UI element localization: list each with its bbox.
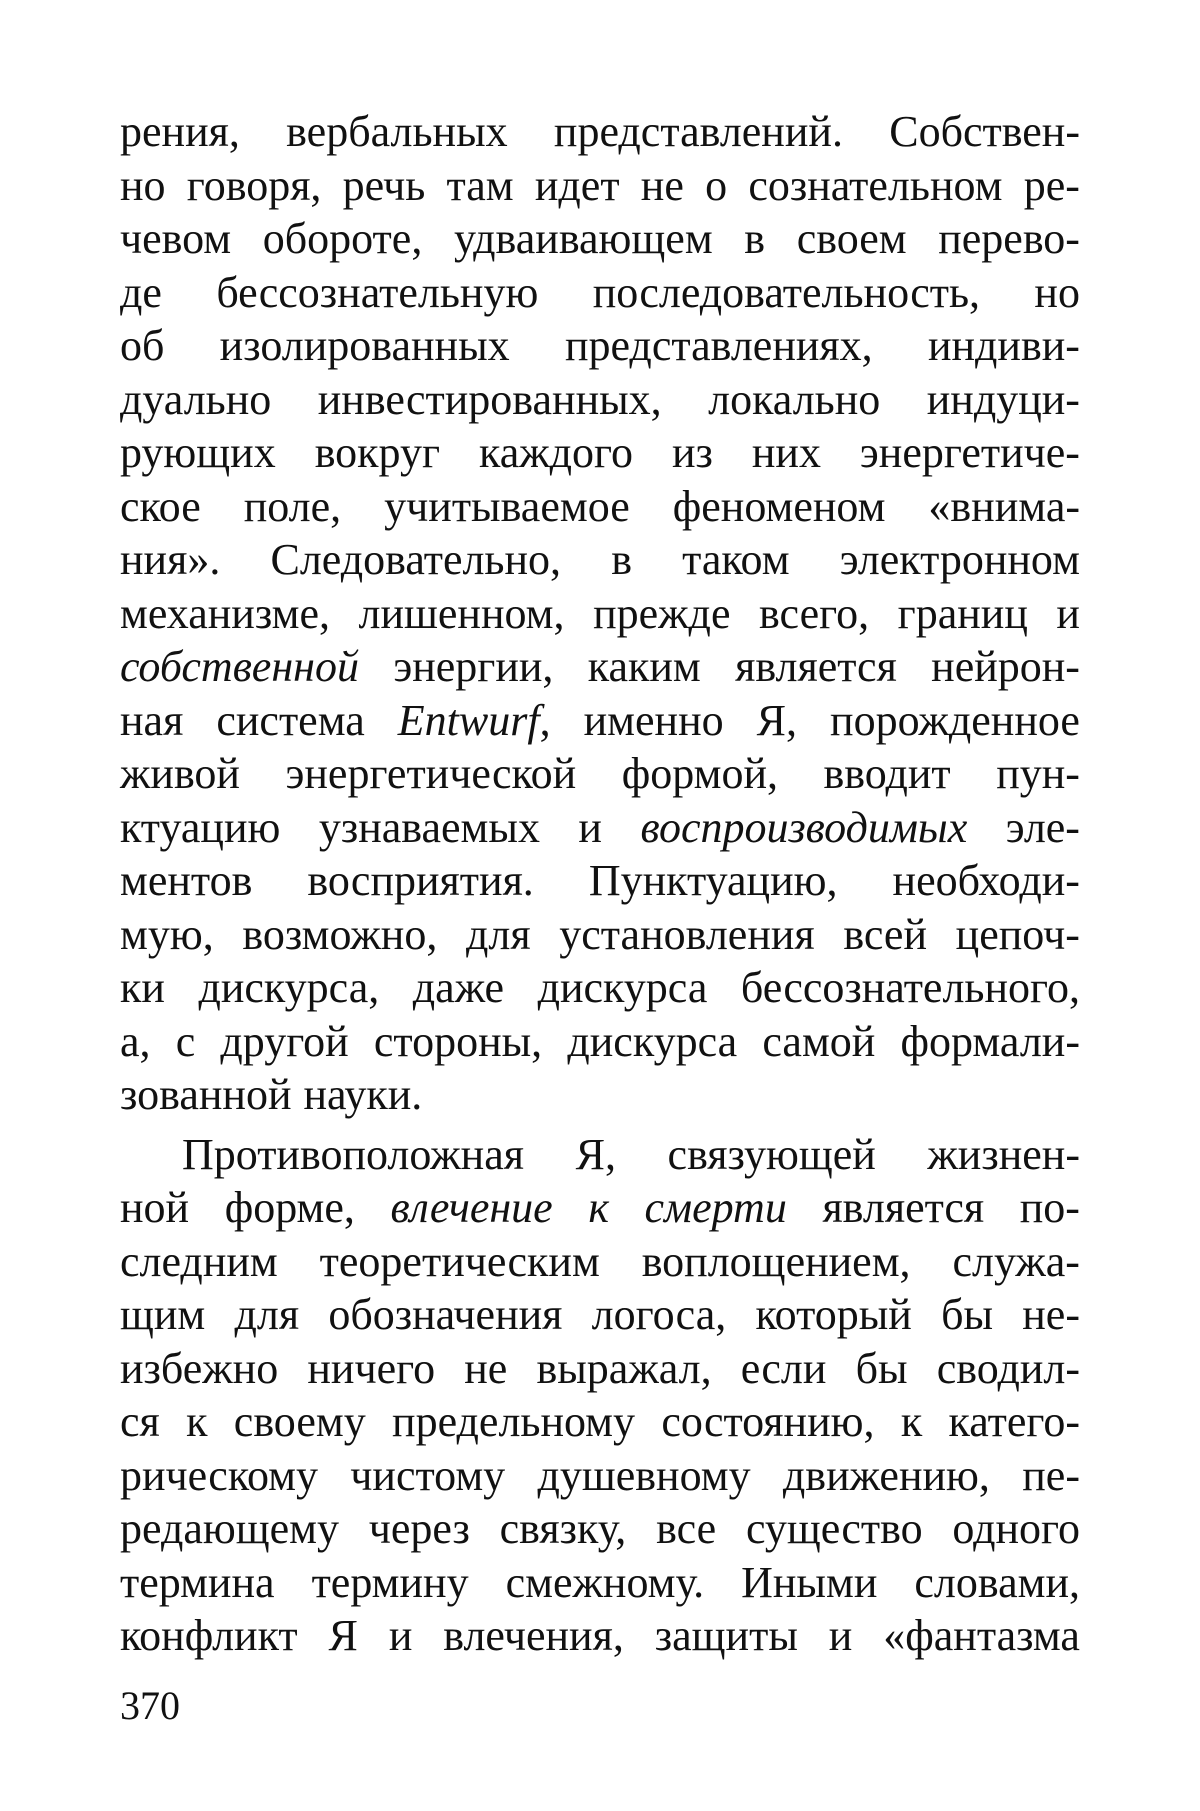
- word: вводит: [823, 749, 951, 798]
- word: Следовательно,: [270, 535, 562, 584]
- word: другой: [220, 1016, 349, 1066]
- text-line: [120, 1181, 1080, 1235]
- text-line: [120, 1395, 1080, 1449]
- word: в: [611, 535, 632, 584]
- word: ничего: [307, 1343, 436, 1393]
- word: всего,: [759, 588, 870, 638]
- word: речь: [342, 160, 426, 210]
- word: Противоположная: [182, 1129, 524, 1179]
- word: рения,: [120, 107, 240, 156]
- word: формой,: [621, 749, 778, 798]
- word: воспроизводимых: [640, 802, 968, 852]
- word: о: [705, 160, 728, 210]
- body-text: [120, 105, 1080, 1663]
- word: энергетической: [285, 749, 577, 798]
- word: прежде: [593, 588, 731, 638]
- word: через: [368, 1504, 470, 1553]
- word: таком: [682, 535, 790, 584]
- word: мую,: [120, 909, 214, 959]
- word: порожденное: [830, 695, 1080, 745]
- word: энергии,: [393, 642, 554, 691]
- word: бессознательную: [216, 267, 539, 317]
- text-line: [120, 533, 1080, 587]
- word: избежно: [120, 1343, 279, 1393]
- word: к: [186, 1397, 208, 1446]
- word: к: [900, 1397, 923, 1446]
- word: форме,: [224, 1183, 355, 1232]
- word: «внима-: [928, 481, 1080, 531]
- text-line: [120, 159, 1080, 213]
- word: возможно,: [242, 909, 438, 959]
- page-number: 370: [120, 1683, 180, 1728]
- word: представлениях,: [564, 321, 873, 370]
- text-line: [120, 640, 1080, 694]
- word: служа-: [952, 1236, 1080, 1286]
- word: все: [656, 1504, 717, 1553]
- text-line: [120, 105, 1080, 159]
- text-line: [120, 1128, 1080, 1182]
- word: выражал,: [536, 1343, 712, 1393]
- text-line: [120, 1449, 1080, 1503]
- word: защиты: [654, 1611, 798, 1660]
- word: ной: [120, 1183, 190, 1232]
- word: щим: [120, 1290, 206, 1339]
- text-line: [120, 1235, 1080, 1289]
- word: душевному: [537, 1450, 751, 1500]
- word: следним: [120, 1236, 278, 1286]
- word: де: [120, 267, 162, 317]
- word: феноменом: [672, 481, 886, 531]
- word: связку,: [499, 1504, 627, 1553]
- word: который: [755, 1290, 912, 1339]
- word: необходи-: [892, 856, 1080, 905]
- word: не-: [1022, 1290, 1080, 1339]
- word: науки.: [303, 1070, 423, 1119]
- word: ре-: [1023, 160, 1080, 210]
- word: лишенном,: [358, 588, 565, 638]
- text-line: [120, 212, 1080, 266]
- word: пе-: [1022, 1450, 1080, 1500]
- word: теоретическим: [319, 1236, 600, 1286]
- word: из: [671, 428, 713, 477]
- text-line: [120, 480, 1080, 534]
- word: рующих: [120, 428, 276, 477]
- word: но: [120, 160, 166, 210]
- word: если: [740, 1343, 827, 1393]
- word: чевом: [120, 214, 232, 263]
- word: представлений.: [553, 107, 843, 156]
- word: об: [120, 321, 165, 370]
- word: локально: [708, 374, 881, 424]
- word: является: [822, 1183, 985, 1232]
- word: сводил-: [936, 1343, 1080, 1393]
- word: словами,: [914, 1557, 1080, 1607]
- word: формали-: [900, 1016, 1080, 1066]
- word: учитываемое: [384, 481, 630, 531]
- text-line: [120, 1502, 1080, 1556]
- word: говоря,: [186, 160, 322, 210]
- word: зованной: [120, 1070, 292, 1119]
- word: влечения,: [443, 1611, 624, 1660]
- word: бессознательного,: [740, 963, 1080, 1012]
- word: Entwurf,: [397, 695, 551, 745]
- word: своем: [796, 214, 907, 263]
- word: своему: [233, 1397, 366, 1446]
- word: в: [744, 214, 766, 263]
- paragraph: [120, 1128, 1080, 1663]
- word: система: [216, 695, 365, 745]
- word: ки: [120, 963, 165, 1012]
- word: живой: [120, 749, 240, 798]
- word: смежному.: [505, 1557, 705, 1607]
- text-line: [120, 426, 1080, 480]
- word: вокруг: [314, 428, 441, 477]
- word: ское: [120, 481, 201, 531]
- word: смерти: [644, 1183, 787, 1232]
- word: нейрон-: [931, 642, 1080, 691]
- word: изолированных: [219, 321, 510, 370]
- word: ментов: [120, 856, 253, 905]
- word: катего-: [948, 1397, 1080, 1446]
- word: не: [640, 160, 684, 210]
- word: обозначения: [328, 1290, 563, 1339]
- word: конфликт: [120, 1611, 298, 1660]
- word: там: [446, 160, 514, 210]
- word: Иными: [741, 1557, 878, 1607]
- word: обороте,: [262, 214, 423, 263]
- word: ся: [120, 1397, 160, 1446]
- word: редающему: [120, 1504, 339, 1553]
- word: Я,: [756, 695, 797, 745]
- word: к: [588, 1183, 609, 1232]
- word: бы: [941, 1290, 994, 1339]
- word: логоса,: [591, 1290, 727, 1339]
- word: восприятия.: [307, 856, 534, 905]
- word: идет: [534, 160, 620, 210]
- word: пун-: [996, 749, 1080, 798]
- word: последовательность,: [592, 267, 981, 317]
- word: ная: [120, 695, 184, 745]
- word: дискурса: [537, 963, 708, 1012]
- word: и: [578, 802, 602, 852]
- word: и: [1056, 588, 1080, 638]
- word: существо: [745, 1504, 923, 1553]
- word: каким: [587, 642, 701, 691]
- word: поле,: [243, 481, 342, 531]
- text-line: [120, 961, 1080, 1015]
- word: а,: [120, 1016, 151, 1066]
- word: эле-: [1005, 802, 1080, 852]
- word: движению,: [782, 1450, 990, 1500]
- word: чистому: [350, 1450, 506, 1500]
- text-line: [120, 1609, 1080, 1663]
- text-line: [120, 801, 1080, 855]
- word: цепоч-: [955, 909, 1080, 959]
- word: них: [751, 428, 821, 477]
- word: вербальных: [286, 107, 508, 156]
- word: самой: [762, 1016, 876, 1066]
- word: и: [828, 1611, 853, 1660]
- word: термина: [120, 1557, 275, 1607]
- word: но: [1034, 267, 1080, 317]
- word: удваивающем: [453, 214, 713, 263]
- text-line: [120, 319, 1080, 373]
- word: влечение: [390, 1183, 553, 1232]
- word: перево-: [938, 214, 1080, 263]
- word: одного: [952, 1504, 1080, 1553]
- text-line: [120, 1342, 1080, 1396]
- word: связующей: [667, 1129, 876, 1179]
- word: установления: [559, 909, 815, 959]
- paragraph: [120, 105, 1080, 1122]
- word: всей: [843, 909, 927, 959]
- word: для: [466, 909, 531, 959]
- word: дуально: [120, 374, 272, 424]
- word: именно: [583, 695, 724, 745]
- text-line: [120, 266, 1080, 320]
- word: Я,: [575, 1129, 616, 1179]
- word: с: [175, 1016, 196, 1066]
- word: не: [464, 1343, 508, 1393]
- text-line: [120, 694, 1080, 748]
- word: Я: [328, 1611, 358, 1660]
- word: каждого: [478, 428, 633, 477]
- word: состоянию,: [661, 1397, 875, 1446]
- word: для: [234, 1290, 300, 1339]
- text-line: [120, 373, 1080, 427]
- word: ктуацию: [120, 802, 281, 852]
- word: и: [388, 1611, 413, 1660]
- word: инвестированных,: [317, 374, 662, 424]
- word: собственной: [120, 642, 359, 691]
- word: даже: [412, 963, 505, 1012]
- text-line: [120, 1015, 1080, 1069]
- word: рическому: [120, 1450, 318, 1500]
- text-line: [120, 747, 1080, 801]
- word: узнаваемых: [318, 802, 540, 852]
- word: Собствен-: [889, 107, 1080, 156]
- word: воплощением,: [641, 1236, 911, 1286]
- word: жизнен-: [927, 1129, 1080, 1179]
- word: Пунктуацию,: [588, 856, 838, 905]
- word: стороны,: [373, 1016, 543, 1066]
- word: дискурса: [567, 1016, 738, 1066]
- word: механизме,: [120, 588, 330, 638]
- word: по-: [1019, 1183, 1080, 1232]
- text-line: [120, 1288, 1080, 1342]
- word: сознательном: [748, 160, 1003, 210]
- word: электронном: [839, 535, 1080, 584]
- word: индуци-: [926, 374, 1080, 424]
- text-line: [120, 908, 1080, 962]
- word: бы: [855, 1343, 908, 1393]
- text-line: [120, 587, 1080, 641]
- text-line: [120, 854, 1080, 908]
- text-line: [120, 1068, 1080, 1122]
- word: «фантазма: [883, 1611, 1080, 1660]
- text-line: [120, 1556, 1080, 1610]
- word: ния».: [120, 535, 221, 584]
- word: энергетиче-: [859, 428, 1080, 477]
- word: термину: [311, 1557, 469, 1607]
- word: предельному: [392, 1397, 636, 1446]
- word: индиви-: [927, 321, 1080, 370]
- word: границ: [897, 588, 1028, 638]
- word: является: [735, 642, 897, 691]
- word: дискурса,: [198, 963, 380, 1012]
